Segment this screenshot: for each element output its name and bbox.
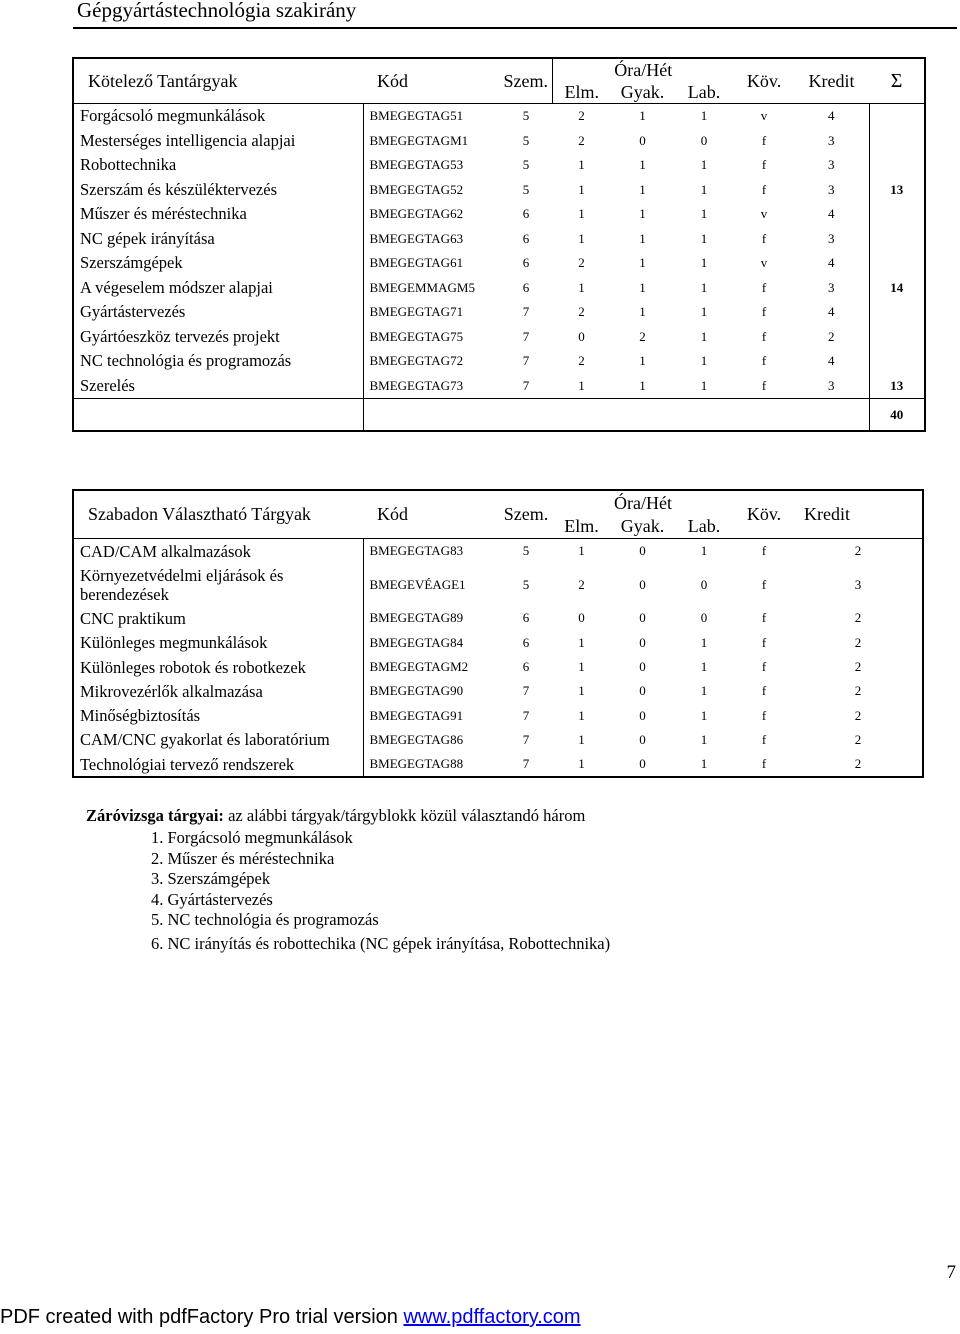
course-requirement: f [761, 731, 767, 747]
course-lab-hours: 1 [700, 634, 708, 650]
course-practice-hours: 0 [639, 756, 646, 772]
course-credits: 4 [794, 104, 869, 129]
semester-credit-sum: 13 [869, 178, 925, 203]
course-credits: 3 [828, 377, 835, 393]
course-requirement: f [761, 157, 767, 173]
course-name: CAM/CNC gyakorlat és laboratórium [80, 730, 330, 750]
course-lecture-hours: 1 [578, 206, 585, 222]
table-row [73, 227, 925, 252]
course-practice-hours: 0 [639, 707, 646, 723]
course-semester: 7 [522, 304, 530, 320]
course-practice-hours: 0 [639, 610, 646, 626]
course-lab-hours: 1 [674, 539, 734, 564]
table-row [73, 655, 923, 679]
table-row [73, 374, 925, 399]
course-name: CNC praktikum [80, 608, 186, 628]
course-semester: 6 [522, 634, 530, 650]
course-semester: 7 [522, 707, 530, 723]
final-exam-item: 2. Műszer és méréstechnika [151, 848, 335, 868]
final-exam-label: Záróvizsga tárgyai: [86, 806, 224, 825]
course-lab-hours: 0 [700, 132, 708, 148]
elective-header-name: Szabadon Választható Tárgyak [88, 504, 311, 524]
course-name: Gyártástervezés [80, 302, 186, 322]
course-code: BMEGEGTAG86 [363, 728, 500, 752]
header-kov: Köv. [746, 70, 782, 91]
table-row [73, 606, 923, 630]
course-practice-hours: 0 [639, 731, 646, 747]
course-credits: 2 [828, 328, 835, 344]
course-name: Szerszámgépek [80, 253, 183, 273]
course-lecture-hours: 2 [578, 353, 585, 369]
course-credits: 2 [854, 683, 862, 699]
course-requirement: f [761, 279, 767, 295]
course-requirement: f [761, 230, 767, 246]
course-lab-hours: 0 [700, 576, 708, 592]
course-code: BMEGEGTAG63 [363, 227, 500, 252]
course-code: BMEGEGTAGM1 [363, 129, 500, 154]
table-row [73, 752, 923, 777]
course-practice-hours: 1 [611, 104, 674, 129]
course-lab-hours: 1 [700, 230, 708, 246]
table-row [73, 703, 923, 727]
course-practice-hours: 0 [639, 659, 646, 675]
course-practice-hours: 0 [639, 132, 646, 148]
course-code: BMEGEGTAG71 [363, 300, 500, 325]
course-requirement: v [760, 255, 768, 271]
course-name: Forgácsoló megmunkálások [73, 104, 363, 129]
header-elm: Elm. [552, 81, 611, 104]
course-practice-hours: 2 [639, 328, 646, 344]
course-lab-hours: 1 [700, 328, 708, 344]
table-row [73, 104, 925, 129]
course-name: Műszer és méréstechnika [80, 204, 247, 224]
course-credits: 3 [828, 157, 835, 173]
course-lecture-hours: 2 [552, 104, 611, 129]
course-name: CAD/CAM alkalmazások [73, 539, 363, 564]
table-row [73, 202, 925, 227]
semester-credit-sum [869, 129, 925, 154]
course-lecture-hours: 0 [578, 610, 585, 626]
final-exam-item: 6. NC irányítás és robottechika (NC gépek irányítása, Robottechnika) [151, 933, 611, 953]
table-row [73, 349, 925, 374]
course-code: BMEGEGTAGM2 [363, 655, 500, 679]
course-credits: 4 [828, 353, 835, 369]
course-lab-hours: 1 [700, 707, 708, 723]
course-credits: 3 [854, 576, 862, 592]
course-practice-hours: 0 [639, 683, 646, 699]
course-semester: 5 [522, 132, 530, 148]
elective-header-kredit: Kredit [804, 504, 850, 524]
final-exam-item: 4. Gyártástervezés [151, 889, 273, 909]
course-lecture-hours: 1 [578, 181, 585, 197]
course-lecture-hours: 1 [552, 539, 611, 564]
header-code: Kód [377, 70, 408, 91]
course-lecture-hours: 2 [578, 132, 585, 148]
course-semester: 5 [522, 576, 530, 592]
table-row [73, 728, 923, 752]
course-lecture-hours: 0 [578, 328, 585, 344]
total-row-blank [73, 399, 363, 432]
course-semester: 6 [522, 659, 530, 675]
table-row [73, 539, 923, 564]
course-semester: 5 [500, 539, 552, 564]
table-row [73, 325, 925, 350]
semester-credit-sum [869, 153, 925, 178]
course-name: Mesterséges intelligencia alapjai [80, 130, 296, 150]
course-lab-hours: 1 [700, 304, 708, 320]
course-code: BMEGEGTAG51 [363, 104, 500, 129]
footer-link[interactable]: www.pdffactory.com [403, 1306, 581, 1328]
course-lab-hours: 1 [700, 683, 708, 699]
course-lecture-hours: 1 [578, 377, 585, 393]
course-code: BMEGEGTAG73 [363, 374, 500, 399]
course-name: Minőségbiztosítás [80, 706, 201, 726]
header-name: Kötelező Tantárgyak [88, 70, 238, 91]
total-row-blank [363, 399, 869, 432]
course-lecture-hours: 2 [578, 255, 585, 271]
course-credits: 2 [854, 610, 862, 626]
elective-header-gyak: Gyak. [620, 516, 665, 536]
course-credits: 3 [828, 132, 835, 148]
course-requirement: f [734, 539, 794, 564]
course-semester: 6 [522, 610, 530, 626]
table-row [73, 129, 925, 154]
course-code: BMEGEGTAG83 [363, 539, 500, 564]
course-code: BMEGEGTAG84 [363, 631, 500, 655]
course-lab-hours: 1 [700, 206, 708, 222]
course-code: BMEGEGTAG53 [363, 153, 500, 178]
course-lab-hours: 1 [700, 377, 708, 393]
table-row [73, 563, 923, 606]
course-name: NC technológia és programozás [80, 351, 292, 371]
course-semester: 7 [522, 328, 530, 344]
table-row [73, 178, 925, 203]
semester-credit-sum: 13 [869, 374, 925, 399]
course-practice-hours: 1 [639, 255, 646, 271]
table-row [73, 631, 923, 655]
course-semester: 7 [522, 353, 530, 369]
semester-credit-sum [869, 202, 925, 227]
final-exam-text: az alábbi tárgyak/tárgyblokk közül választandó három [223, 806, 586, 825]
course-practice-hours: 1 [639, 181, 646, 197]
final-exam-list [151, 828, 610, 955]
course-semester: 6 [522, 206, 530, 222]
course-semester: 5 [522, 157, 530, 173]
course-requirement: f [761, 132, 767, 148]
header-sum: Σ [890, 69, 903, 92]
course-requirement: f [761, 756, 767, 772]
course-code: BMEGEGTAG91 [363, 703, 500, 727]
total-credits: 40 [869, 399, 925, 432]
course-practice-hours: 0 [639, 576, 646, 592]
mandatory-courses-table [72, 57, 926, 432]
course-code: BMEGEGTAG62 [363, 202, 500, 227]
course-credits: 4 [828, 304, 835, 320]
course-code: BMEGEGTAG72 [363, 349, 500, 374]
final-exam-intro [86, 806, 585, 826]
semester-credit-sum [869, 349, 925, 374]
course-requirement: f [761, 377, 767, 393]
course-practice-hours: 1 [639, 304, 646, 320]
course-name: Szerelés [80, 375, 135, 395]
course-credits: 2 [794, 539, 923, 564]
semester-credit-sum [869, 251, 925, 276]
course-semester: 6 [522, 255, 530, 271]
course-name: Különleges megmunkálások [80, 633, 268, 653]
table-row [73, 153, 925, 178]
pdf-footer [0, 1306, 581, 1329]
course-lab-hours: 1 [700, 255, 708, 271]
course-code: BMEGEGTAG88 [363, 752, 500, 777]
elective-header-hours: Óra/Hét [614, 492, 672, 513]
course-lecture-hours: 1 [578, 756, 585, 772]
course-credits: 3 [828, 181, 835, 197]
course-lab-hours: 1 [700, 353, 708, 369]
course-name: Technológiai tervező rendszerek [80, 754, 295, 774]
course-semester: 7 [522, 731, 530, 747]
course-name: Robottechnika [80, 155, 177, 175]
course-code: BMEGEGTAG61 [363, 251, 500, 276]
table-row [73, 300, 925, 325]
course-code: BMEGEVÉAGE1 [363, 563, 500, 606]
course-name: Környezetvédelmi eljárások és berendezések [80, 565, 284, 604]
course-semester: 5 [500, 104, 552, 129]
course-credits: 2 [854, 659, 862, 675]
course-lecture-hours: 2 [578, 576, 585, 592]
final-exam-item: 3. Szerszámgépek [151, 869, 271, 889]
course-requirement: f [761, 353, 767, 369]
course-requirement: f [761, 683, 767, 699]
course-code: BMEGEMMAGM5 [363, 276, 500, 301]
course-requirement: f [761, 707, 767, 723]
course-requirement: f [761, 634, 767, 650]
final-exam-item: 1. Forgácsoló megmunkálások [151, 828, 353, 847]
course-practice-hours: 1 [639, 279, 646, 295]
course-semester: 7 [522, 756, 530, 772]
elective-header-sem: Szem. [503, 504, 549, 524]
course-semester: 5 [522, 181, 530, 197]
course-lab-hours: 1 [700, 731, 708, 747]
elective-header-code: Kód [377, 504, 408, 524]
page-title: Gépgyártástechnológia szakirány [77, 0, 357, 22]
course-lab-hours: 0 [700, 610, 708, 626]
footer-text: PDF created with pdfFactory Pro trial version [0, 1306, 404, 1328]
course-semester: 6 [522, 279, 530, 295]
course-lab-hours: 1 [674, 104, 734, 129]
course-lecture-hours: 1 [578, 157, 585, 173]
course-requirement: v [734, 104, 794, 129]
table-row [73, 276, 925, 301]
page-number: 7 [946, 1262, 956, 1283]
semester-credit-sum [869, 227, 925, 252]
header-gyak: Gyak. [611, 81, 674, 104]
course-lab-hours: 1 [700, 279, 708, 295]
course-semester: 7 [522, 683, 530, 699]
course-credits: 4 [828, 255, 835, 271]
course-lecture-hours: 1 [578, 279, 585, 295]
course-lab-hours: 1 [700, 756, 708, 772]
course-requirement: f [761, 659, 767, 675]
course-requirement: f [761, 576, 767, 592]
semester-credit-sum [869, 325, 925, 350]
table-row [73, 251, 925, 276]
elective-header-lab: Lab. [687, 516, 721, 536]
course-lab-hours: 1 [700, 181, 708, 197]
title-underline [73, 27, 957, 29]
course-requirement: f [761, 328, 767, 344]
course-lecture-hours: 1 [578, 659, 585, 675]
course-semester: 6 [522, 230, 530, 246]
course-code: BMEGEGTAG90 [363, 679, 500, 703]
elective-header-kov: Köv. [746, 504, 782, 524]
course-credits: 3 [828, 230, 835, 246]
semester-credit-sum: 14 [869, 276, 925, 301]
course-requirement: f [761, 181, 767, 197]
course-credits: 2 [854, 731, 862, 747]
course-lecture-hours: 1 [578, 731, 585, 747]
course-requirement: f [761, 610, 767, 626]
course-name: Szerszám és készüléktervezés [80, 179, 277, 199]
semester-credit-sum [869, 104, 925, 129]
course-practice-hours: 1 [639, 230, 646, 246]
elective-courses-table [72, 489, 924, 778]
course-lecture-hours: 1 [578, 683, 585, 699]
course-code: BMEGEGTAG52 [363, 178, 500, 203]
course-credits: 2 [854, 634, 862, 650]
course-name: Mikrovezérlők alkalmazása [80, 681, 263, 701]
course-credits: 2 [854, 707, 862, 723]
course-practice-hours: 1 [639, 377, 646, 393]
course-lab-hours: 1 [700, 157, 708, 173]
course-code: BMEGEGTAG75 [363, 325, 500, 350]
course-lab-hours: 1 [700, 659, 708, 675]
course-semester: 7 [522, 377, 530, 393]
header-sem: Szem. [503, 70, 548, 91]
course-credits: 4 [828, 206, 835, 222]
course-name: NC gépek irányítása [80, 228, 215, 248]
table-row [73, 679, 923, 703]
semester-credit-sum [869, 300, 925, 325]
header-kredit: Kredit [808, 70, 855, 91]
final-exam-item: 5. NC technológia és programozás [151, 910, 379, 930]
course-lecture-hours: 1 [578, 707, 585, 723]
course-practice-hours: 1 [639, 157, 646, 173]
course-practice-hours: 1 [639, 206, 646, 222]
header-lab: Lab. [674, 81, 734, 104]
course-name: Különleges robotok és robotkezek [80, 657, 306, 677]
course-requirement: v [760, 206, 768, 222]
course-requirement: f [761, 304, 767, 320]
elective-header-elm: Elm. [564, 516, 599, 536]
course-practice-hours: 0 [639, 634, 646, 650]
course-practice-hours: 1 [639, 353, 646, 369]
course-credits: 2 [854, 756, 862, 772]
course-name: Gyártóeszköz tervezés projekt [80, 326, 280, 346]
course-lecture-hours: 1 [578, 634, 585, 650]
course-name: A végeselem módszer alapjai [80, 277, 273, 297]
course-credits: 3 [828, 279, 835, 295]
course-lecture-hours: 1 [578, 230, 585, 246]
course-practice-hours: 0 [611, 539, 674, 564]
course-lecture-hours: 2 [578, 304, 585, 320]
header-hours: Óra/Hét [552, 58, 734, 81]
course-code: BMEGEGTAG89 [363, 606, 500, 630]
